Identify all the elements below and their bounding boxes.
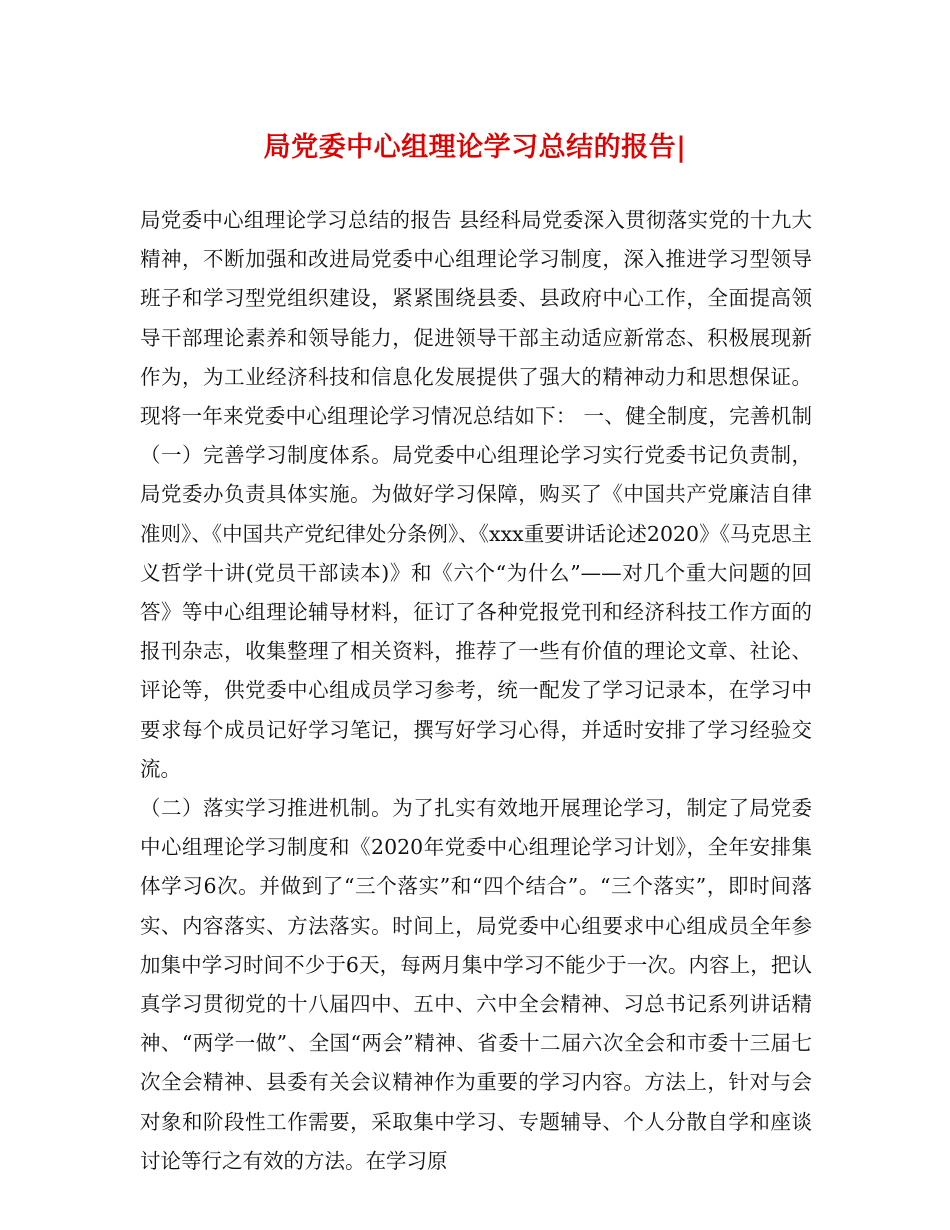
paragraph-1: 局党委中心组理论学习总结的报告 县经科局党委深入贯彻落实党的十九大精神，不断加强和改进局党委中心组理论学习制度，深入推进学习型领导班子和学习型党组织建设，紧紧围绕县委、县政府中心工作，全面提高领导干部理论素养和领导能力，促进领导干部主动适应新常态、积极展现新作为，为工业经济科技和信息化发展提供了强大的精神动力和思想保证。现将一年来党委中心组理论学习情况总结如下： 一、健全制度，完善机制 （一）完善学习制度体系。局党委中心组理论学习实行党委书记负责制，局党委办负责具体实施。为做好学习保障，购买了《中国共产党廉洁自律准则》、《中国共产党纪律处分条例》、《xxx重要讲话论述2020》《马克思主义哲学十讲(党员干部读本)》和《六个“为什么”——对几个重大问题的回答》等中心组理论辅导材料，征订了各种党报党刊和经济科技工作方面的报刊杂志，收集整理了相关资料，推荐了一些有价值的理论文章、社论、评论等，供党委中心组成员学习参考，统一配发了学习记录本，在学习中要求每个成员记好学习笔记，撰写好学习心得，并适时安排了学习经验交流。 [140,208,812,781]
document-body [140,201,812,1181]
document-title: 局党委中心组理论学习总结的报告| [263,132,687,163]
paragraph-2: （二）落实学习推进机制。为了扎实有效地开展理论学习，制定了局党委中心组理论学习制度和《2020年党委中心组理论学习计划》，全年安排集体学习6次。并做到了“三个落实”和“四个结合”。“三个落实”，即时间落实、内容落实、方法落实。时间上，局党委中心组要求中心组成员全年参加集中学习时间不少于6天，每两月集中学习不能少于一次。内容上，把认真学习贯彻党的十八届四中、五中、六中全会精神、习总书记系列讲话精神、“两学一做”、全国“两会”精神、省委十二届六次全会和市委十三届七次全会精神、县委有关会议精神作为重要的学习内容。方法上，针对与会对象和阶段性工作需要，采取集中学习、专题辅导、个人分散自学和座谈讨论等行之有效的方法。在学习原 [140,796,812,1173]
